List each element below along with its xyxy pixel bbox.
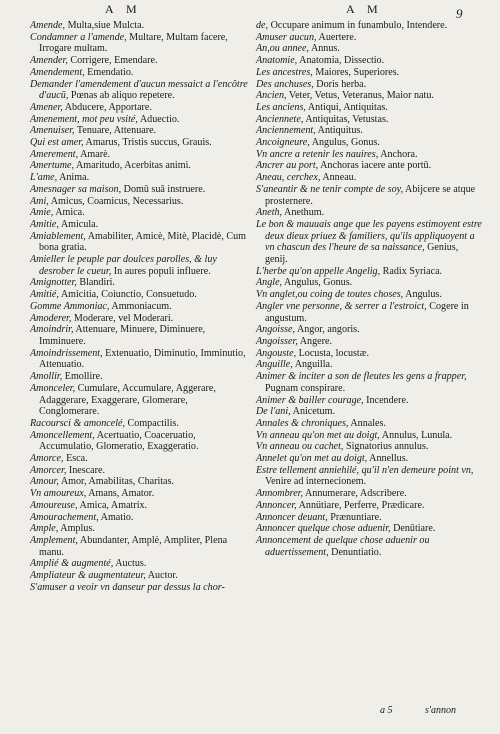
french-headword: Ancien, (256, 90, 287, 102)
latin-equivalent: Emollire. (62, 371, 103, 383)
dictionary-entry (256, 114, 482, 126)
dictionary-entry (30, 219, 250, 231)
latin-equivalent: Incendere. (363, 394, 409, 406)
signature-mark: a 5 (380, 705, 393, 716)
dictionary-entry (256, 184, 482, 207)
latin-equivalent: Annumerare, Adscribere. (303, 488, 407, 500)
dictionary-entry (256, 523, 482, 535)
latin-equivalent: Cumulare, Accumulare, Aggerare, Adaggerare, Exaggerare, Glomerare, Conglomerare. (39, 382, 216, 418)
dictionary-entry (256, 430, 482, 442)
latin-equivalent: Amicitia, Coiunctio, Consuetudo. (58, 289, 197, 301)
latin-equivalent: Angere. (297, 335, 332, 347)
latin-equivalent: Genius, genij. (265, 242, 459, 266)
french-headword: Ampliateur & augmentateur, (30, 570, 146, 582)
dictionary-entry (30, 32, 250, 55)
french-headword: Amendement, (30, 66, 85, 78)
dictionary-entry (256, 512, 482, 524)
latin-equivalent: Attenuare, Minuere, Diminuere, Imminuere. (39, 324, 206, 347)
french-headword: Les anciens, (256, 101, 306, 113)
latin-equivalent: Angor, angoris. (294, 324, 360, 336)
french-headword: Amplié & augmenté, (30, 558, 114, 570)
dictionary-entry (30, 125, 250, 137)
latin-equivalent: Annus. (308, 43, 340, 55)
french-headword: Ample, (30, 523, 59, 535)
french-headword: Anciennement, (256, 125, 316, 137)
latin-equivalent: Annellus. (367, 453, 409, 465)
latin-equivalent: Abundanter, Amplè, Ampliter, Plena manu. (39, 534, 228, 558)
dictionary-entry (30, 512, 250, 524)
french-headword: de, (256, 20, 269, 31)
dictionary-entry (256, 500, 482, 512)
dictionary-entry (30, 160, 250, 172)
french-headword: Amener, (30, 101, 63, 113)
dictionary-entry (30, 184, 250, 196)
latin-equivalent: Acertuatio, Coaceruatio, Accumulatio, Glomeratio, Exaggeratio. (39, 429, 199, 453)
french-headword: Amertume, (30, 160, 75, 172)
french-headword: Les ancestres, (256, 66, 313, 78)
french-headword: Angler vne personne, & serrer a l'estroict, (256, 300, 427, 312)
french-headword: Annoncer quelque chose aduenir, (256, 523, 391, 535)
french-headword: Amour, (30, 476, 59, 488)
dictionary-entry (30, 371, 250, 383)
latin-equivalent: Amaritudo, Acerbitas animi. (74, 160, 191, 172)
latin-equivalent: Amicus, Coamicus, Necessarius. (48, 195, 184, 207)
dictionary-entry (30, 582, 250, 594)
dictionary-entry (256, 20, 482, 32)
dictionary-entry (30, 196, 250, 208)
dictionary-entry (30, 102, 250, 114)
dictionary-entry (256, 32, 482, 44)
latin-equivalent: Angulus, Gonus. (282, 277, 353, 289)
dictionary-entry (256, 488, 482, 500)
french-headword: Amitie, (30, 218, 59, 230)
latin-equivalent: Emendatio. (84, 66, 134, 78)
dictionary-entry (30, 313, 250, 325)
french-headword: Anguille, (256, 359, 293, 371)
french-headword: Amenement, mot peu vsité, (30, 113, 138, 125)
latin-equivalent: Auertere. (316, 31, 357, 43)
dictionary-entry (256, 160, 482, 172)
latin-equivalent: Denuntiatio. (328, 546, 382, 558)
french-headword: Angle, (256, 277, 283, 289)
latin-equivalent: Radix Syriaca. (380, 265, 443, 277)
latin-equivalent: Annulus, Lunula. (379, 429, 453, 441)
french-headword: L'ame, (30, 172, 58, 184)
french-headword: Amie, (30, 207, 54, 219)
dictionary-entry (30, 535, 250, 558)
dictionary-entry (30, 231, 250, 254)
latin-equivalent: Pugnam conspirare. (265, 382, 346, 394)
french-headword: Demander l'amendement d'aucun messaict a l'encôtre d'aucũ, (30, 78, 248, 102)
french-headword: Vn ancre a retenir les nauires, (256, 148, 379, 160)
dictionary-entry (30, 301, 250, 313)
latin-equivalent: Anethum. (282, 207, 325, 219)
running-head-right: A M (346, 2, 383, 16)
dictionary-entry (30, 137, 250, 149)
latin-equivalent: Anguilla. (292, 359, 333, 371)
latin-equivalent: Multare, Multam facere, Irrogare multam. (39, 31, 228, 55)
latin-equivalent: In aures populi influere. (111, 265, 211, 277)
latin-equivalent: Antiquitas, Vetustas. (303, 113, 389, 125)
french-headword: Amiablement, (30, 230, 86, 242)
french-headword: Vn amoureux, (30, 488, 87, 500)
latin-equivalent: Antiqui, Antiquitas. (305, 101, 388, 113)
latin-equivalent: Angulus, Gonus. (309, 137, 380, 149)
french-headword: Amender, (30, 55, 68, 67)
french-headword: Ancrer au port, (256, 160, 319, 172)
latin-equivalent: Anima. (57, 172, 90, 184)
latin-equivalent: Cogere in angustum. (265, 300, 469, 324)
latin-equivalent: Maiores, Superiores. (312, 66, 400, 78)
latin-equivalent: Signatorius annulus. (343, 441, 429, 453)
french-headword: Le bon & mauuais ange que les payens estimoyent estre deux dieux priuez & familiers, qu'ils appliquoyent a vn chascun des l'heure de sa naissance, (256, 218, 482, 254)
french-headword: Amieller le peuple par doulces parolles, & luy desrober le cueur, (30, 254, 217, 277)
left-column (30, 20, 250, 593)
latin-equivalent: Anchoras iacere ante portū. (318, 160, 432, 172)
latin-equivalent: Annales. (348, 417, 386, 429)
page-footer (380, 705, 490, 716)
latin-equivalent: Domū suâ instruere. (121, 183, 206, 195)
french-headword: Amerement, (30, 148, 79, 160)
latin-equivalent: Amans, Amator. (86, 488, 155, 500)
dictionary-entry (256, 453, 482, 465)
dictionary-entry (30, 324, 250, 347)
dictionary-entry (30, 383, 250, 418)
french-headword: Amenuiser, (30, 125, 75, 137)
latin-equivalent: Tenuare, Attenuare. (74, 125, 157, 137)
french-headword: Vn anneau qu'on met au doigt, (256, 429, 380, 441)
dictionary-entry (256, 465, 482, 488)
dictionary-entry (256, 90, 482, 102)
latin-equivalent: Amabiliter, Amicè, Mitè, Placidè, Cum bona gratia. (39, 230, 247, 254)
latin-equivalent: Angulus. (403, 289, 442, 301)
latin-equivalent: Anatomia, Dissectio. (297, 55, 385, 67)
french-headword: Amorce, (30, 453, 64, 465)
latin-equivalent: Amica, Amatrix. (77, 499, 148, 511)
dictionary-entry (30, 418, 250, 430)
dictionary-entry (256, 277, 482, 289)
french-headword: Anatomie, (256, 55, 298, 67)
dictionary-entry (256, 125, 482, 137)
dictionary-entry (30, 254, 250, 277)
running-head-left: A M (105, 2, 142, 16)
latin-equivalent: Extenuatio, Diminutio, Imminutio, Attenuatio. (39, 347, 246, 371)
latin-equivalent: Anicetum. (290, 406, 335, 418)
catchword: s'annon (425, 705, 457, 716)
french-headword: Anciennete, (256, 113, 304, 125)
right-column (256, 20, 482, 558)
latin-equivalent: Antiquitus. (315, 125, 363, 137)
dictionary-entry (30, 430, 250, 453)
latin-equivalent: Abijcere se atque prosternere. (265, 183, 476, 207)
latin-equivalent: Venire ad internecionem. (265, 476, 367, 488)
french-headword: Amoderer, (30, 312, 72, 324)
french-headword: L'herbe qu'on appelle Angelig, (256, 265, 381, 277)
french-headword: Qui est amer, (30, 137, 84, 149)
french-headword: Gomme Ammoniac, (30, 300, 110, 312)
dictionary-entry (256, 219, 482, 266)
french-headword: Amoindrir, (30, 324, 74, 336)
dictionary-entry (256, 55, 482, 67)
dictionary-entry (256, 336, 482, 348)
latin-equivalent: Ammoniacum. (109, 300, 172, 312)
dictionary-entry (256, 395, 482, 407)
french-headword: Amplement, (30, 534, 78, 546)
french-headword: Animer & inciter a son de fleutes les gens a frapper, (256, 371, 467, 383)
french-headword: Aneau, cerchex, (256, 172, 321, 184)
latin-equivalent: Aduectio. (137, 113, 180, 125)
french-headword: Aneth, (256, 207, 283, 219)
french-headword: Animer & bailler courage, (256, 394, 364, 406)
french-headword: Ancoigneure, (256, 137, 310, 149)
latin-equivalent: Doris herba. (313, 78, 367, 90)
french-headword: Annoncer deuant, (256, 511, 328, 523)
latin-equivalent: Anneau. (320, 172, 357, 184)
dictionary-entry (256, 149, 482, 161)
french-headword: Amoindrissement, (30, 347, 103, 359)
french-headword: Amollir, (30, 371, 63, 383)
french-headword: Condamner a l'amende, (30, 31, 127, 43)
french-headword: Amoncellement, (30, 429, 95, 441)
latin-equivalent: Amarè. (78, 148, 111, 160)
latin-equivalent: Amarus, Tristis succus, Grauis. (83, 137, 212, 149)
french-headword: Amitié, (30, 289, 59, 301)
latin-equivalent: Amatio. (98, 511, 134, 523)
latin-equivalent: Multa,siue Mulcta. (65, 20, 145, 31)
dictionary-entry (30, 465, 250, 477)
dictionary-entry (30, 67, 250, 79)
french-headword: Annoncer, (256, 499, 297, 511)
dictionary-entry (256, 359, 482, 371)
latin-equivalent: Veter, Vetus, Veteranus, Maior natu. (286, 90, 434, 102)
french-headword: Amignotter, (30, 277, 77, 289)
dictionary-entry (30, 488, 250, 500)
dictionary-entry (256, 348, 482, 360)
dictionary-entry (256, 43, 482, 55)
french-headword: Estre tellement anniehilé, qu'il n'en demeure point vn, (256, 464, 474, 476)
french-headword: Racoursci & amoncelé, (30, 417, 126, 429)
latin-equivalent: Annütiare, Perferre, Prædicare. (296, 499, 425, 511)
dictionary-entry (256, 172, 482, 184)
french-headword: Amourachement, (30, 511, 99, 523)
dictionary-entry (30, 289, 250, 301)
dictionary-entry (30, 172, 250, 184)
french-headword: Amoureuse, (30, 499, 78, 511)
latin-equivalent: Auctus. (113, 558, 147, 570)
french-headword: Amende, (30, 20, 66, 31)
french-headword: Ami, (30, 195, 49, 207)
latin-equivalent: Locusta, locustæ. (296, 347, 369, 359)
french-headword: Angouste, (256, 347, 297, 359)
dictionary-entry (256, 266, 482, 278)
french-headword: Amuser aucun, (256, 31, 317, 43)
french-headword: Amonceler, (30, 382, 76, 394)
latin-equivalent: Amica. (53, 207, 85, 219)
dictionary-entry (256, 137, 482, 149)
latin-equivalent: Prænuntiare. (327, 511, 382, 523)
page-number: 9 (456, 6, 463, 21)
latin-equivalent: Auctor. (145, 570, 178, 582)
dictionary-entry (30, 149, 250, 161)
dictionary-entry (30, 453, 250, 465)
dictionary-entry (30, 79, 250, 102)
french-headword: Annoncement de quelque chose aduenir ou aduertissement, (256, 534, 430, 558)
dictionary-entry (256, 324, 482, 336)
latin-equivalent: Compactilis. (125, 417, 179, 429)
latin-equivalent: Amplus. (58, 523, 95, 535)
dictionary-entry (256, 102, 482, 114)
dictionary-entry (30, 114, 250, 126)
french-headword: Angoisse, (256, 324, 295, 336)
french-headword: Angoisser, (256, 335, 298, 347)
latin-equivalent: Esca. (63, 453, 88, 465)
dictionary-entry (30, 348, 250, 371)
dictionary-entry (256, 79, 482, 91)
dictionary-entry (30, 558, 250, 570)
latin-equivalent: Denūtiare. (390, 523, 436, 535)
french-headword: An,ou annee, (256, 43, 309, 55)
dictionary-entry (30, 570, 250, 582)
dictionary-entry (256, 67, 482, 79)
dictionary-entry (256, 406, 482, 418)
dictionary-entry (256, 207, 482, 219)
latin-equivalent: Corrigere, Emendare. (67, 55, 158, 67)
dictionary-entry (30, 476, 250, 488)
french-headword: Annelet qu'on met au doigt, (256, 453, 368, 465)
dictionary-entry (30, 20, 250, 32)
dictionary-entry (30, 207, 250, 219)
latin-equivalent: Amor, Amabilitas, Charitas. (58, 476, 174, 488)
french-headword: Vn anglet,ou coing de toutes choses, (256, 289, 404, 301)
french-headword: Des anchuses, (256, 78, 314, 90)
french-headword: Vn anneau ou cachet, (256, 441, 344, 453)
latin-equivalent: Inescare. (66, 464, 106, 476)
dictionary-entry (30, 523, 250, 535)
french-headword: Amorcer, (30, 464, 67, 476)
french-headword: De l'ani, (256, 406, 291, 418)
dictionary-entry (256, 301, 482, 324)
latin-equivalent: Anchora. (378, 148, 418, 160)
latin-equivalent: Pœnas ab aliquo repetere. (68, 90, 175, 102)
french-headword: S'aneantir & ne tenir compte de soy, (256, 183, 404, 195)
dictionary-entry (256, 289, 482, 301)
dictionary-entry (256, 371, 482, 394)
dictionary-entry (256, 418, 482, 430)
latin-equivalent: Occupare animum in funambulo, Intendere. (268, 20, 448, 31)
latin-equivalent: Amicula. (58, 218, 99, 230)
french-headword: Annombrer, (256, 488, 304, 500)
french-headword: Annales & chroniques, (256, 417, 349, 429)
dictionary-entry (256, 441, 482, 453)
latin-equivalent: Moderare, vel Moderari. (71, 312, 174, 324)
latin-equivalent: Abducere, Apportare. (62, 101, 152, 113)
french-headword: S'amuser a veoir vn danseur par dessus la chor- (30, 581, 225, 593)
latin-equivalent: Blandiri. (76, 277, 115, 289)
french-headword: Amesnager sa maison, (30, 183, 122, 195)
dictionary-entry (30, 55, 250, 67)
dictionary-entry (30, 500, 250, 512)
dictionary-entry (30, 277, 250, 289)
dictionary-entry (256, 535, 482, 558)
